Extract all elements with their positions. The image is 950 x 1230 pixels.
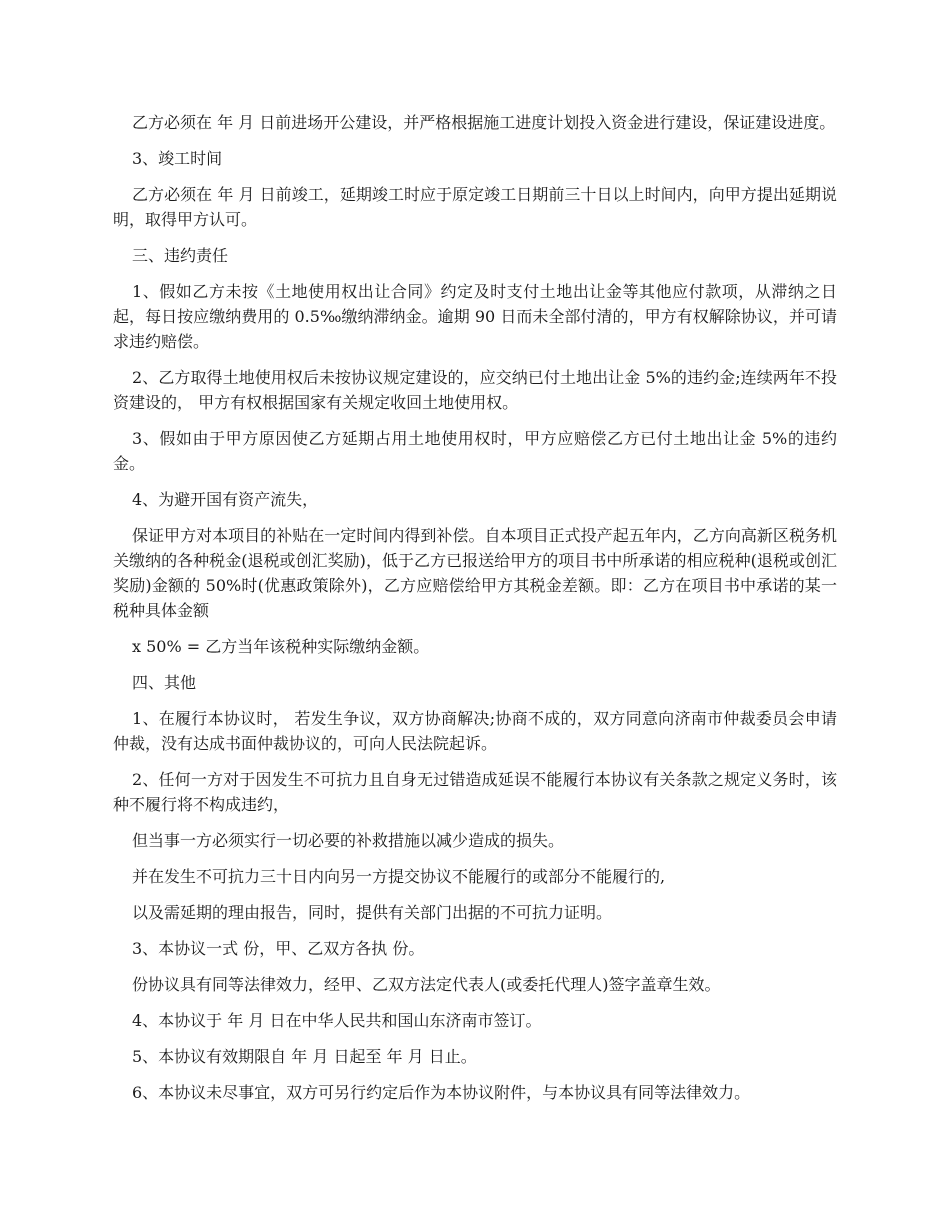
clause-state-assets: 4、为避开国有资产流失， [132,490,319,509]
paragraph-legal-effect: 份协议具有同等法律效力，经甲、乙双方法定代表人(或委托代理人)签字盖章生效。 [132,975,721,994]
clause-construction-default: 2、乙方取得土地使用权后未按协议规定建设的，应交纳已付土地出让金 5%的违约金;连续两年不投资建设的， 甲方有权根据国家有关规定收回土地使用权。 [113,368,837,412]
paragraph-remedial-measures: 但当事一方必须实行一切必要的补救措施以减少造成的损失。 [132,831,565,850]
paragraph-tax-formula: x 50% = 乙方当年该税种实际缴纳金额。 [132,637,430,656]
section-heading-breach-liability: 三、违约责任 [132,246,229,265]
paragraph-force-majeure-proof: 以及需延期的理由报告，同时，提供有关部门出据的不可抗力证明。 [132,903,613,922]
clause-copies: 3、本协议一式 份，甲、乙双方各执 份。 [132,939,425,958]
document-body [113,110,837,1116]
clause-dispute-resolution: 1、在履行本协议时， 若发生争议，双方协商解决;协商不成的，双方同意向济南市仲裁委员会申请仲裁，没有达成书面仲裁协议的，可向人民法院起诉。 [113,709,837,753]
paragraph-construction-start: 乙方必须在 年 月 日前进场开公建设，并严格根据施工进度计划投入资金进行建设，保证建设进度。 [132,113,836,132]
paragraph-force-majeure-notice: 并在发生不可抗力三十日内向另一方提交协议不能履行的或部分不能履行的, [132,867,666,886]
paragraph-completion-deadline: 乙方必须在 年 月 日前竣工，延期竣工时应于原定竣工日期前三十日以上时间内，向甲方提出延期说明，取得甲方认可。 [113,185,837,229]
heading-completion-time: 3、竣工时间 [132,149,223,168]
clause-late-payment: 1、假如乙方未按《土地使用权出让合同》约定及时支付土地出让金等其他应付款项，从滞纳之日起，每日按应缴纳费用的 0.5‰缴纳滞纳金。逾期 90 日而未全部付清的，甲方有权解除协议，并可请求违约赔偿。 [113,282,837,351]
clause-party-a-delay: 3、假如由于甲方原因使乙方延期占用土地使用权时，甲方应赔偿乙方已付土地出让金 5%的违约金。 [113,429,837,473]
clause-supplementary: 6、本协议未尽事宜，双方可另行约定后作为本协议附件，与本协议具有同等法律效力。 [132,1083,751,1102]
section-heading-other: 四、其他 [132,673,197,692]
paragraph-tax-compensation: 保证甲方对本项目的补贴在一定时间内得到补偿。自本项目正式投产起五年内，乙方向高新区税务机关缴纳的各种税金(退税或创汇奖励)，低于乙方已报送给甲方的项目书中所承诺的相应税种(退税或创汇奖励)金额的 50%时(优惠政策除外)，乙方应赔偿给甲方其税金差额。即：乙方在项目书中承诺的某一税种具体金额 [113,526,837,620]
clause-force-majeure: 2、任何一方对于因发生不可抗力且自身无过错造成延误不能履行本协议有关条款之规定义务时，该种不履行将不构成违约， [113,770,837,814]
clause-signing-place: 4、本协议于 年 月 日在中华人民共和国山东济南市签订。 [132,1011,542,1030]
clause-validity-period: 5、本协议有效期限自 年 月 日起至 年 月 日止。 [132,1047,477,1066]
